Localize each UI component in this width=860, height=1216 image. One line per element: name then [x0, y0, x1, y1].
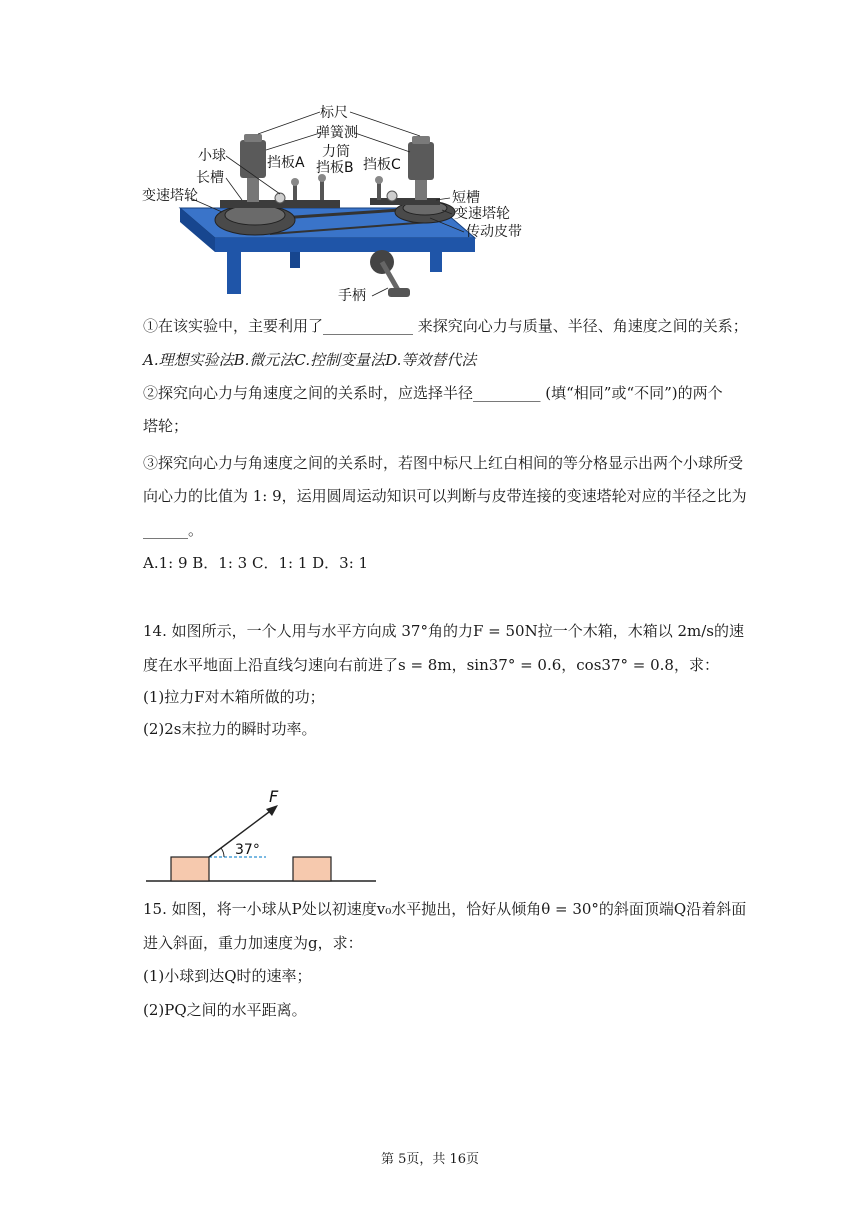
angle-label: 37°	[235, 842, 260, 858]
q13-line-2: A.理想实验法B.微元法C.控制变量法D.等效替代法	[143, 351, 477, 369]
crank-handle-grip	[388, 288, 410, 297]
label-changcao: 长槽	[196, 170, 224, 186]
ball-right	[387, 191, 397, 201]
q14-line-3: (1)拉力F对木箱所做的功；	[143, 688, 325, 706]
force-arrow-head	[266, 805, 278, 816]
q15-line-1: 15. 如图，将一小球从P处以初速度v₀水平抛出，恰好从倾角θ = 30°的斜面顶端Q沿着斜面	[143, 900, 747, 918]
apparatus-figure	[130, 100, 550, 310]
q13-line-4: 塔轮；	[143, 417, 189, 435]
page-footer: 第 5页，共 16页	[380, 1152, 480, 1167]
q13-line-3: ②探究向心力与角速度之间的关系时，应选择半径_________ (填“相同”或“不同”)的两个	[143, 384, 723, 402]
box-left	[171, 857, 209, 881]
table-front	[215, 238, 475, 252]
table-leg-back	[290, 252, 300, 268]
q14-line-2: 度在水平地面上沿直线匀速向右前进了s = 8m，sin37° = 0.6，cos37° = 0.8，求：	[143, 656, 719, 674]
label-pidai: 传动皮带	[466, 224, 522, 240]
label-xiaoqiu: 小球	[198, 148, 226, 164]
angle-arc	[221, 848, 224, 857]
label-biaochi: 标尺	[320, 105, 348, 121]
q13-line-6: 向心力的比值为 1: 9，运用圆周运动知识可以判断与皮带连接的变速塔轮对应的半径之比为	[143, 487, 747, 505]
q15-line-3: (1)小球到达Q时的速率；	[143, 967, 312, 985]
q13-line-5: ③探究向心力与角速度之间的关系时，若图中标尺上红白相间的等分格显示出两个小球所受	[143, 454, 744, 472]
label-dangban-a: 挡板A	[267, 155, 305, 171]
label-shoubing: 手柄	[338, 288, 366, 304]
label-dangban-b: 挡板B	[316, 160, 354, 176]
table-leg-left	[227, 252, 241, 294]
q14-line-1: 14. 如图所示，一个人用与水平方向成 37°角的力F = 50N拉一个木箱，木箱以 2m/s的速	[143, 622, 744, 640]
label-bianshu-right: 变速塔轮	[454, 206, 510, 222]
right-spring-cylinder	[408, 142, 434, 180]
q15-line-2: 进入斜面，重力加速度为g，求：	[143, 934, 363, 952]
box-right	[293, 857, 331, 881]
q13-line-8: A.1: 9 B．1: 3 C．1: 1 D．3: 1	[143, 554, 369, 572]
label-tanhuang-1: 弹簧测	[316, 125, 358, 141]
label-duancao: 短槽	[452, 190, 480, 206]
table-leg-right	[430, 252, 442, 272]
force-label: F	[269, 787, 279, 806]
label-bianshu-left: 变速塔轮	[142, 188, 198, 204]
q13-line-1: ①在该实验中，主要利用了____________ 来探究向心力与质量、半径、角速度之间的关系；	[143, 317, 748, 335]
label-tanhuang-2: 力筒	[322, 144, 350, 160]
q13-line-7: ______。	[143, 521, 204, 539]
label-dangban-c: 挡板C	[363, 157, 401, 173]
force-diagram	[140, 780, 390, 890]
left-spring-cylinder	[240, 140, 266, 178]
q14-line-4: (2)2s末拉力的瞬时功率。	[143, 720, 317, 738]
q15-line-4: (2)PQ之间的水平距离。	[143, 1001, 307, 1019]
ball-left	[275, 193, 285, 203]
